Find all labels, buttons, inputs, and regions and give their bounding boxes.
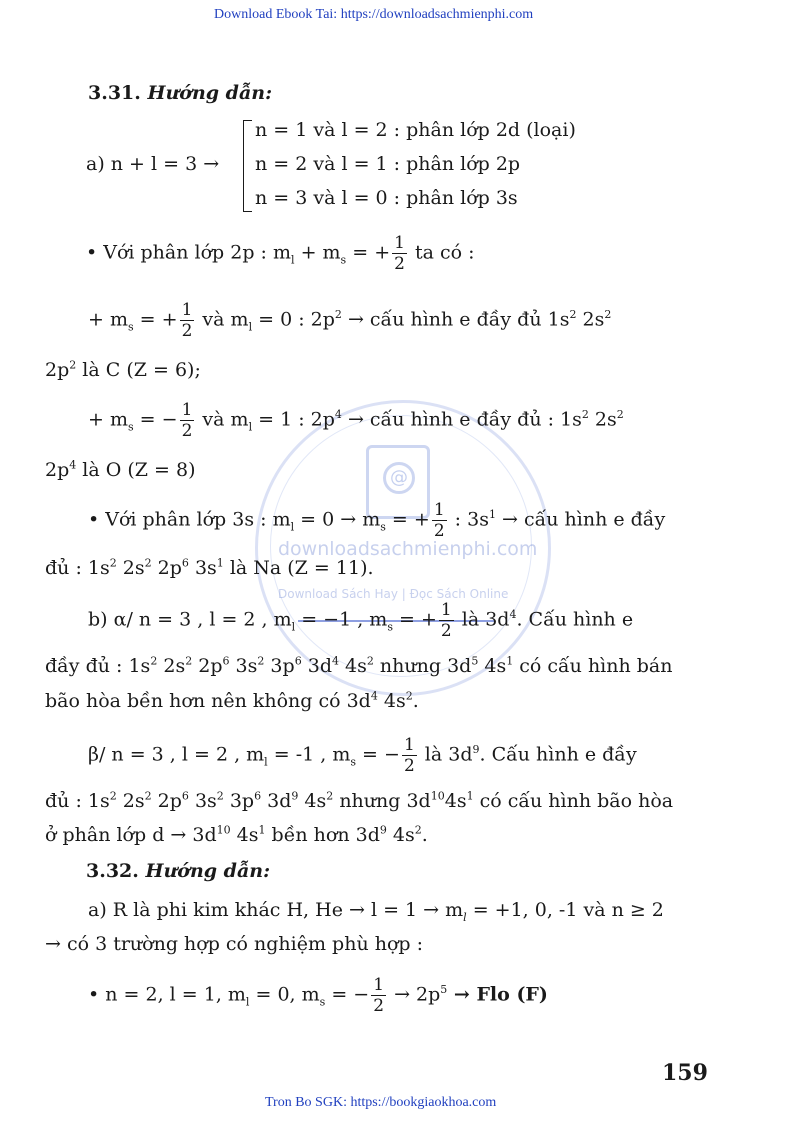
watermark-book-icon: @ bbox=[366, 445, 430, 519]
watermark-site: downloadsachmienphi.com bbox=[278, 538, 538, 560]
page-number: 159 bbox=[662, 1060, 708, 1086]
part-a-label: a) n + l = 3 → bbox=[86, 153, 220, 175]
case-2: n = 2 và l = 1 : phân lớp 2p bbox=[255, 153, 521, 175]
line-beta-config: đủ : $1s^2$ $2s^2$ $2p^6$ $3s^2$ $3p^6$ $3d^9$ $4s^2$ nhưng $3d^{10}4s^1$ có cấu hình bão hòa bbox=[45, 789, 674, 812]
top-banner[interactable]: Download Ebook Tai: https://downloadsachmienphi.com bbox=[214, 7, 534, 22]
line-ms-plus: + $m_s$ = + $\frac{1}{2}$ và $m_l = 0$ : $2p^2$ → cấu hình e đầy đủ $1s^2$ $2s^2$ bbox=[88, 300, 612, 341]
bottom-banner[interactable]: Tron Bo SGK: https://bookgiaokhoa.com bbox=[265, 1095, 497, 1110]
section-heading-3-31: 3.31. Hướng dẫn: bbox=[88, 82, 273, 104]
section-heading-3-32: 3.32. Hướng dẫn: bbox=[86, 860, 271, 882]
watermark-tagline: Download Sách Hay | Đọc Sách Online bbox=[278, 587, 509, 601]
line-oxygen: $2p^4$ là O (Z = 8) bbox=[45, 458, 196, 481]
case-bracket bbox=[243, 120, 252, 212]
line-2p-condition: • Với phân lớp 2p : $m_l + m_s$ = + $\frac{1}{2}$ ta có : bbox=[86, 233, 475, 274]
line-fluorine: • n = 2, l = 1, $m_l = 0$, $m_s$ = − $\frac{1}{2}$ → $2p^5$ → Flo (F) bbox=[88, 975, 548, 1016]
line-alpha-conclusion: bão hòa bền hơn nên không có $3d^4$ $4s^2$. bbox=[45, 689, 419, 712]
line-b-beta: β/ n = 3 , l = 2 , $m_l = -1$ , $m_s$ = − $\frac{1}{2}$ là $3d^9$. Cấu hình e đầy bbox=[88, 735, 637, 776]
line-three-cases: → có 3 trường hợp có nghiệm phù hợp : bbox=[45, 933, 424, 955]
line-beta-conclusion: ở phân lớp $d \to 3d^{10}$ $4s^1$ bền hơn $3d^9$ $4s^2$. bbox=[45, 823, 428, 846]
line-alpha-config: đầy đủ : $1s^2$ $2s^2$ $2p^6$ $3s^2$ $3p^6$ $3d^4$ $4s^2$ nhưng $3d^5$ $4s^1$ có cấu hình bán bbox=[45, 654, 673, 677]
line-r-nonmetal: a) R là phi kim khác H, $He \to l = 1 \to m_l = +1$, 0, -1 và n ≥ 2 bbox=[88, 899, 664, 924]
line-sodium: đủ : $1s^2$ $2s^2$ $2p^6$ $3s^1$ là Na (Z = 11). bbox=[45, 556, 374, 579]
line-carbon: $2p^2$ là C (Z = 6); bbox=[45, 358, 201, 381]
line-3s-condition: • Với phân lớp 3s : $m_l = 0 \to m_s$ = + $\frac{1}{2}$ : $3s^1$ → cấu hình e đầy bbox=[88, 500, 666, 541]
line-ms-minus: + $m_s$ = − $\frac{1}{2}$ và $m_l = 1$ : $2p^4$ → cấu hình e đầy đủ : $1s^2$ $2s^2$ bbox=[88, 400, 624, 441]
line-b-alpha: b) α/ n = 3 , l = 2 , $m_l = -1$ , $m_s$ = + $\frac{1}{2}$ là $3d^4$. Cấu hình e bbox=[88, 600, 634, 641]
case-3: n = 3 và l = 0 : phân lớp 3s bbox=[255, 187, 518, 209]
case-1: n = 1 và l = 2 : phân lớp 2d (loại) bbox=[255, 119, 576, 141]
